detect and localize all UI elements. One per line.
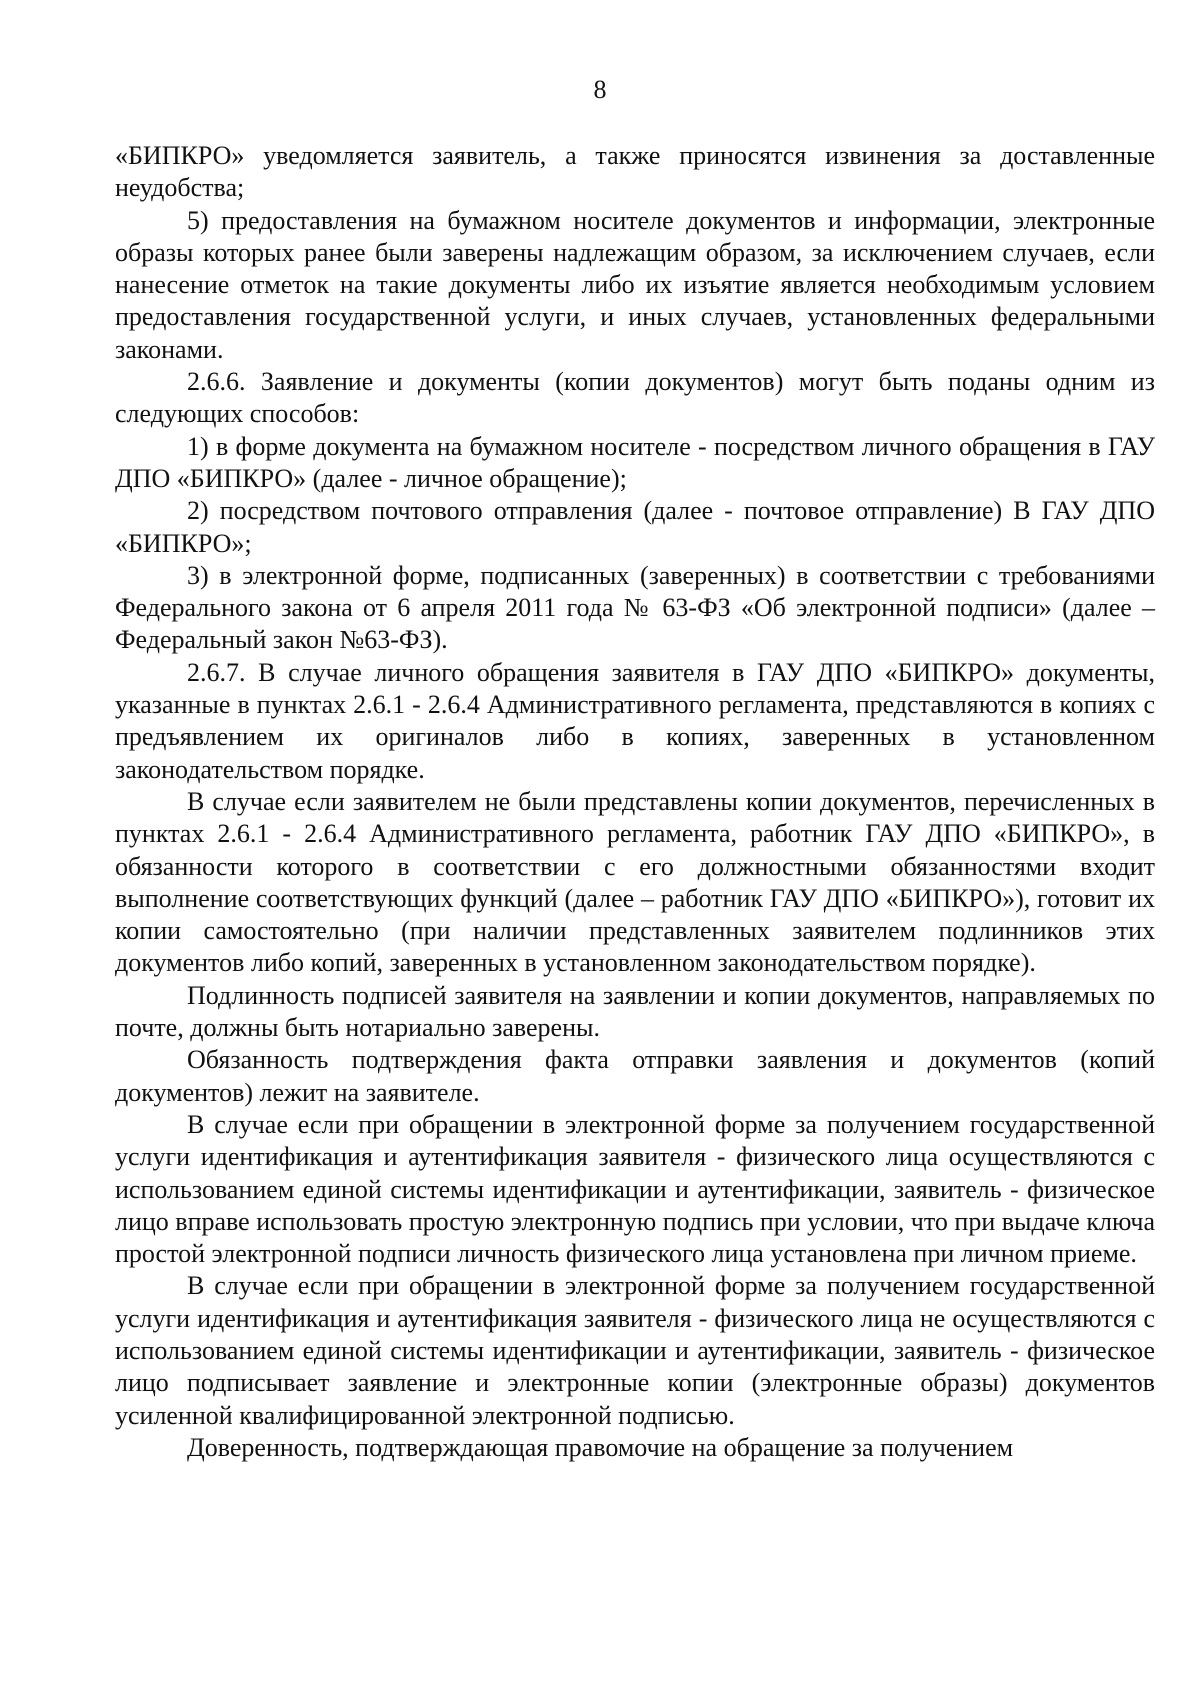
- paragraph: 3) в электронной форме, подписанных (заверенных) в соответствии с требованиями Федерального закона от 6 апреля 2011 года № 63-ФЗ «Об электронной подписи» (далее – Федеральный закон №63-ФЗ).: [115, 560, 1155, 655]
- paragraph: В случае если заявителем не были представлены копии документов, перечисленных в пунктах 2.6.1 - 2.6.4 Административного регламента, работник ГАУ ДПО «БИПКРО», в обязанности которого в соответствии с его должностными обязанностями входит выполнение соответствующих функций (далее – работник ГАУ ДПО «БИПКРО»), готовит их копии самостоятельно (при наличии представленных заявителем подлинников этих документов либо копий, заверенных в установленном законодательством порядке).: [115, 786, 1155, 978]
- paragraph: 1) в форме документа на бумажном носителе - посредством личного обращения в ГАУ ДПО «БИПКРО» (далее - личное обращение);: [115, 431, 1155, 493]
- paragraph: «БИПКРО» уведомляется заявитель, а также приносятся извинения за доставленные неудобства;: [115, 141, 1155, 203]
- paragraph: 2.6.6. Заявление и документы (копии документов) могут быть поданы одним из следующих способов:: [115, 367, 1155, 429]
- paragraph: Обязанность подтверждения факта отправки заявления и документов (копий документов) лежит на заявителе.: [115, 1045, 1155, 1107]
- paragraph: 2.6.7. В случае личного обращения заявителя в ГАУ ДПО «БИПКРО» документы, указанные в пунктах 2.6.1 - 2.6.4 Административного регламента, представляются в копиях с предъявлением их оригиналов либо в копиях, заверенных в установленном законодательством порядке.: [115, 657, 1155, 784]
- paragraph: 5) предоставления на бумажном носителе документов и информации, электронные образы которых ранее были заверены надлежащим образом, за исключением случаев, если нанесение отметок на такие документы либо их изъятие является необходимым условием предоставления государственной услуги, и иных случаев, установленных федеральными законами.: [115, 205, 1155, 364]
- page-number: 8: [593, 75, 607, 104]
- paragraph: 2) посредством почтового отправления (далее - почтовое отправление) В ГАУ ДПО «БИПКРО»;: [115, 496, 1155, 558]
- paragraph: В случае если при обращении в электронной форме за получением государственной услуги идентификация и аутентификация заявителя - физического лица не осуществляются с использованием единой системы идентификации и аутентификации, заявитель - физическое лицо подписывает заявление и электронные копии (электронные образы) документов усиленной квалифицированной электронной подписью.: [115, 1271, 1155, 1430]
- document-body: [115, 140, 1155, 1464]
- paragraph: Доверенность, подтверждающая правомочие на обращение за получением: [187, 1432, 1014, 1462]
- paragraph: Подлинность подписей заявителя на заявлении и копии документов, направляемых по почте, должны быть нотариально заверены.: [115, 980, 1155, 1043]
- paragraph: В случае если при обращении в электронной форме за получением государственной услуги идентификация и аутентификация заявителя - физического лица осуществляются с использованием единой системы идентификации и аутентификации, заявитель - физическое лицо вправе использовать простую электронную подпись при условии, что при выдаче ключа простой электронной подписи личность физического лица установлена при личном приеме.: [115, 1109, 1155, 1269]
